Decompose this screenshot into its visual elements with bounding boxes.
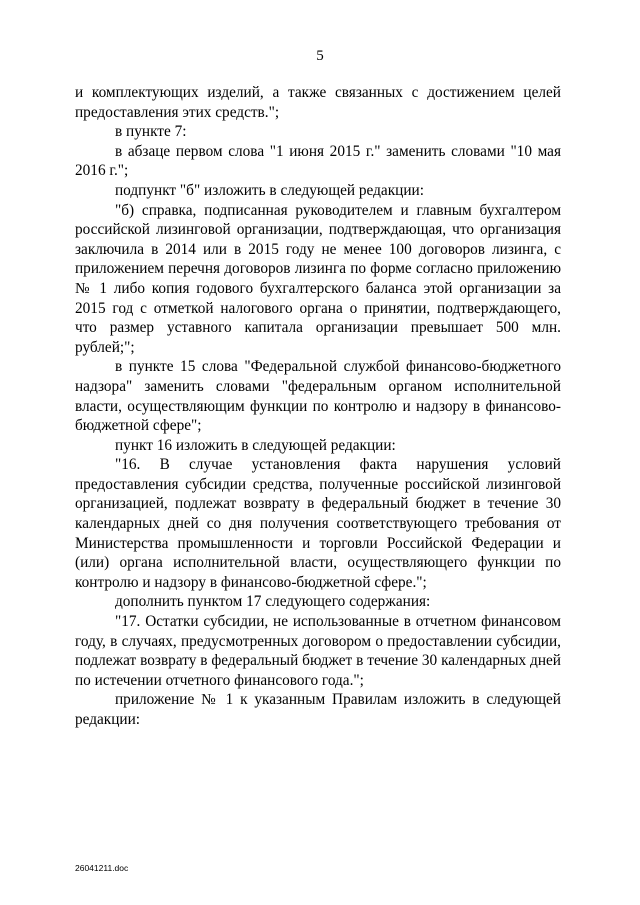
- footer-file-code: 26041211.doc: [75, 863, 129, 873]
- paragraph-point-16-text: "16. В случае установления факта нарушения условий предоставления субсидии средства, полученные российской лизинговой организацией, подлежат возврату в федеральный бюджет в течение 30 календарных дней со дня получения соответствующего требования от Министерства промышленности и торговли Российской Федерации и (или) органа исполнительной власти, осуществляющего функции по контролю и надзору в финансово-бюджетной сфере.";: [75, 456, 561, 591]
- paragraph-point-7: в пункте 7:: [115, 123, 187, 141]
- paragraph-appendix-1: приложение № 1 к указанным Правилам изложить в следующей редакции:: [75, 691, 561, 728]
- paragraph-subpoint-b-text: "б) справка, подписанная руководителем и главным бухгалтером российской лизинговой организации, подтверждающая, что организация заключила в 2014 или в 2015 году не менее 100 договоров лизинга, с приложением перечня договоров лизинга по форме согласно приложению № 1 либо копия годового бухгалтерского баланса этой организации за 2015 год с отметкой налогового органа о принятии, подтверждающего, что размер уставного капитала организации превышает 500 млн. рублей;";: [75, 201, 561, 356]
- page-number: 5: [316, 48, 324, 64]
- paragraph-point-16-intro: пункт 16 изложить в следующей редакции:: [115, 436, 396, 454]
- paragraph-point-15: в пункте 15 слова "Федеральной службой финансово-бюджетного надзора" заменить словами "федеральным органом исполнительной власти, осуществляющим функции по контролю и надзору в финансово-бюджетной сфере";: [75, 358, 561, 435]
- paragraph-point-17-intro: дополнить пунктом 17 следующего содержания:: [115, 593, 431, 611]
- document-body: [75, 83, 561, 730]
- paragraph-continuation: и комплектующих изделий, а также связанных с достижением целей предоставления этих средств.";: [75, 84, 561, 121]
- paragraph-point-7-first-abzac: в абзаце первом слова "1 июня 2015 г." заменить словами "10 мая 2016 г.";: [75, 142, 561, 180]
- paragraph-subpoint-b-intro: подпункт "б" изложить в следующей редакции:: [115, 181, 424, 199]
- paragraph-point-17-text: "17. Остатки субсидии, не использованные в отчетном финансовом году, в случаях, предусмотренных договором о предоставлении субсидии, подлежат возврату в федеральный бюджет в течение 30 календарных дней по истечении отчетного финансового года.";: [75, 613, 561, 689]
